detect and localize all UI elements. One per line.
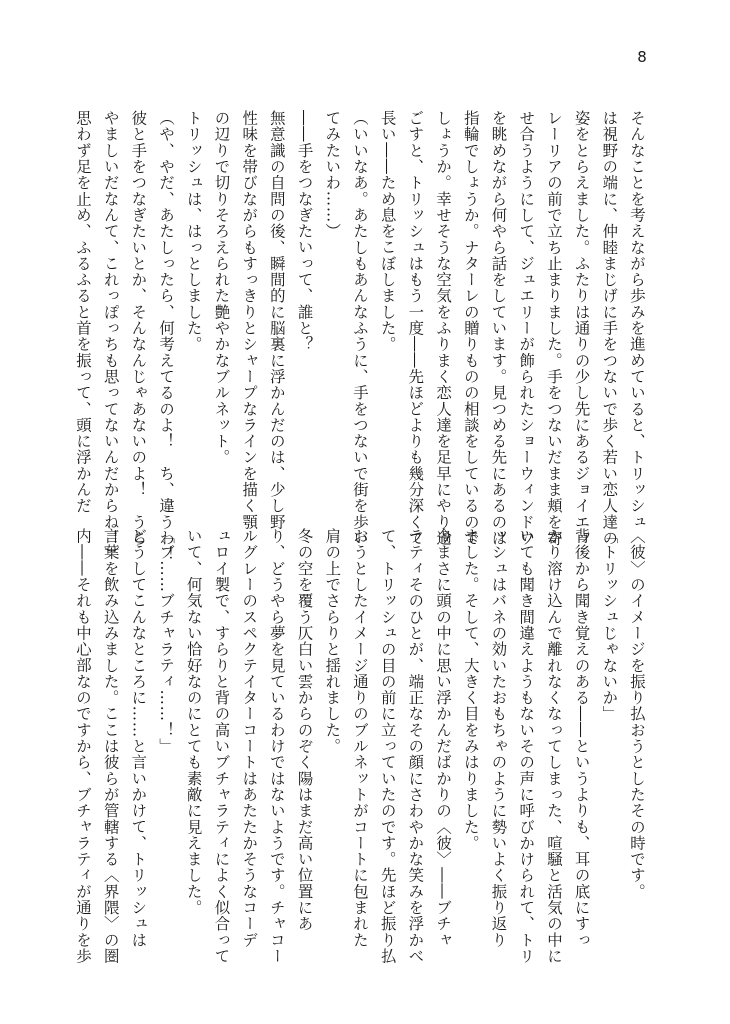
page-number: 8 <box>637 48 647 66</box>
text-column: の辺りで切りそろえられた艶やかなブルネット。 <box>212 110 231 466</box>
text-column: 無意識の自問の後、瞬間的に脳裏に浮かんだのは、少し野 <box>267 110 286 530</box>
text-column: て、トリッシュの目の前に立っていたのです。先ほど振り払 <box>378 528 397 965</box>
text-column: トリッシュは、はっとしました。 <box>184 110 203 353</box>
text-column: かり溶け込んで離れなくなってしまった、喧騒と活気の中に <box>544 528 563 965</box>
text-column: は視野の端に、仲睦まじげに手をつないで歩く若い恋人達の <box>600 110 619 547</box>
text-column: を眺めながら何やら話をしています。見つめる先にあるのは <box>489 110 508 547</box>
text-column: 指輪でしょうか。ナターレの贈りものの相談をしているので <box>461 110 480 547</box>
text-column: （や、やだ、あたしったら、何考えてるのよ！ ち、違うわ！ <box>157 110 176 563</box>
text-column: ラティそのひとが、端正なその顔にさわやかな笑みを浮かべ <box>406 528 425 965</box>
text-column: 内――それも中心部なのですから、ブチャラティが通りを歩 <box>73 528 92 965</box>
text-column: ました。そして、大きく目をみはりました。 <box>461 528 480 851</box>
text-column: どうしてこんなところに……と言いかけて、トリッシュは <box>129 528 148 948</box>
text-column: り、どうやら夢を見ているわけではないようです。チャコー <box>267 528 286 965</box>
text-column: 冬の空を覆う仄白い雲からのぞく陽はまだ高い位置にあ <box>295 528 314 932</box>
text-column: 肩の上でさらりと揺れました。 <box>323 528 342 755</box>
text-column: ごすと、トリッシュはもう一度――先ほどよりも幾分深くて <box>406 110 425 547</box>
upper-text-block <box>73 110 650 563</box>
text-column: 性味を帯びながらもすっきりとシャープなラインを描く顎 <box>240 110 259 530</box>
text-column: そんなことを考えながら歩みを進めていると、トリッシュ <box>628 110 646 530</box>
text-column: 長い――ため息をこぼしました。 <box>378 110 397 353</box>
text-column: 背後から聞き覚えのある――というよりも、耳の底にすっ <box>572 528 591 948</box>
text-column: しょうか。幸せそうな空気をふりまく恋人達を足早にやり過 <box>434 110 453 547</box>
text-column: ルグレーのスペクテイターコートはあたたかそうなコーデ <box>240 528 259 948</box>
text-column: てみたいわ……） <box>323 110 342 240</box>
text-column: いても聞き間違えようもないその声に呼びかけられて、トリ <box>517 528 536 965</box>
text-column: おうとしたイメージ通りのブルネットがコートに包まれた <box>350 528 369 948</box>
text-column: ュロイ製で、すらりと背の高いブチャラティによく似合って <box>212 528 231 965</box>
text-column: 思わず足を止め、ふるふると首を振って、頭に浮かんだ <box>73 110 92 514</box>
text-column: レーリアの前で立ち止まりました。手をつないだまま頬を寄 <box>544 110 563 547</box>
text-column: せ合うようにして、ジュエリーが飾られたショーウィンドウ <box>517 110 536 547</box>
text-column: 彼と手をつなぎたいとか、そんなんじゃあないのよ！ うら <box>129 110 148 547</box>
text-column: 「ブ……ブチャラティ……！」 <box>157 528 176 755</box>
text-column: 〈彼〉のイメージを振り払おうとしたその時です。 <box>628 528 646 900</box>
text-column: 「トリッシュじゃないか」 <box>600 528 619 722</box>
text-column: （いいなあ。あたしもあんなふうに、手をつないで街を歩い <box>350 110 369 547</box>
text-column: 言葉を飲み込みました。ここは彼らが管轄する〈界隈〉の圏 <box>101 528 120 965</box>
text-column: やましいだなんて、これっぽっちも思ってないんだからね！） <box>101 110 120 563</box>
lower-text-block <box>73 528 650 965</box>
text-column: ッシュはバネの効いたおもちゃのように勢いよく振り返り <box>489 528 508 948</box>
text-column: 姿をとらえました。ふたりは通りの少し先にあるジョイエッ <box>572 110 591 547</box>
text-column: 今まさに頭の中に思い浮かんだばかりの〈彼〉――ブチャ <box>434 528 453 948</box>
text-column: いて、何気ない恰好なのにとても素敵に見えました。 <box>184 528 203 916</box>
text-column: ――手をつなぎたいって、誰と？ <box>295 110 314 353</box>
